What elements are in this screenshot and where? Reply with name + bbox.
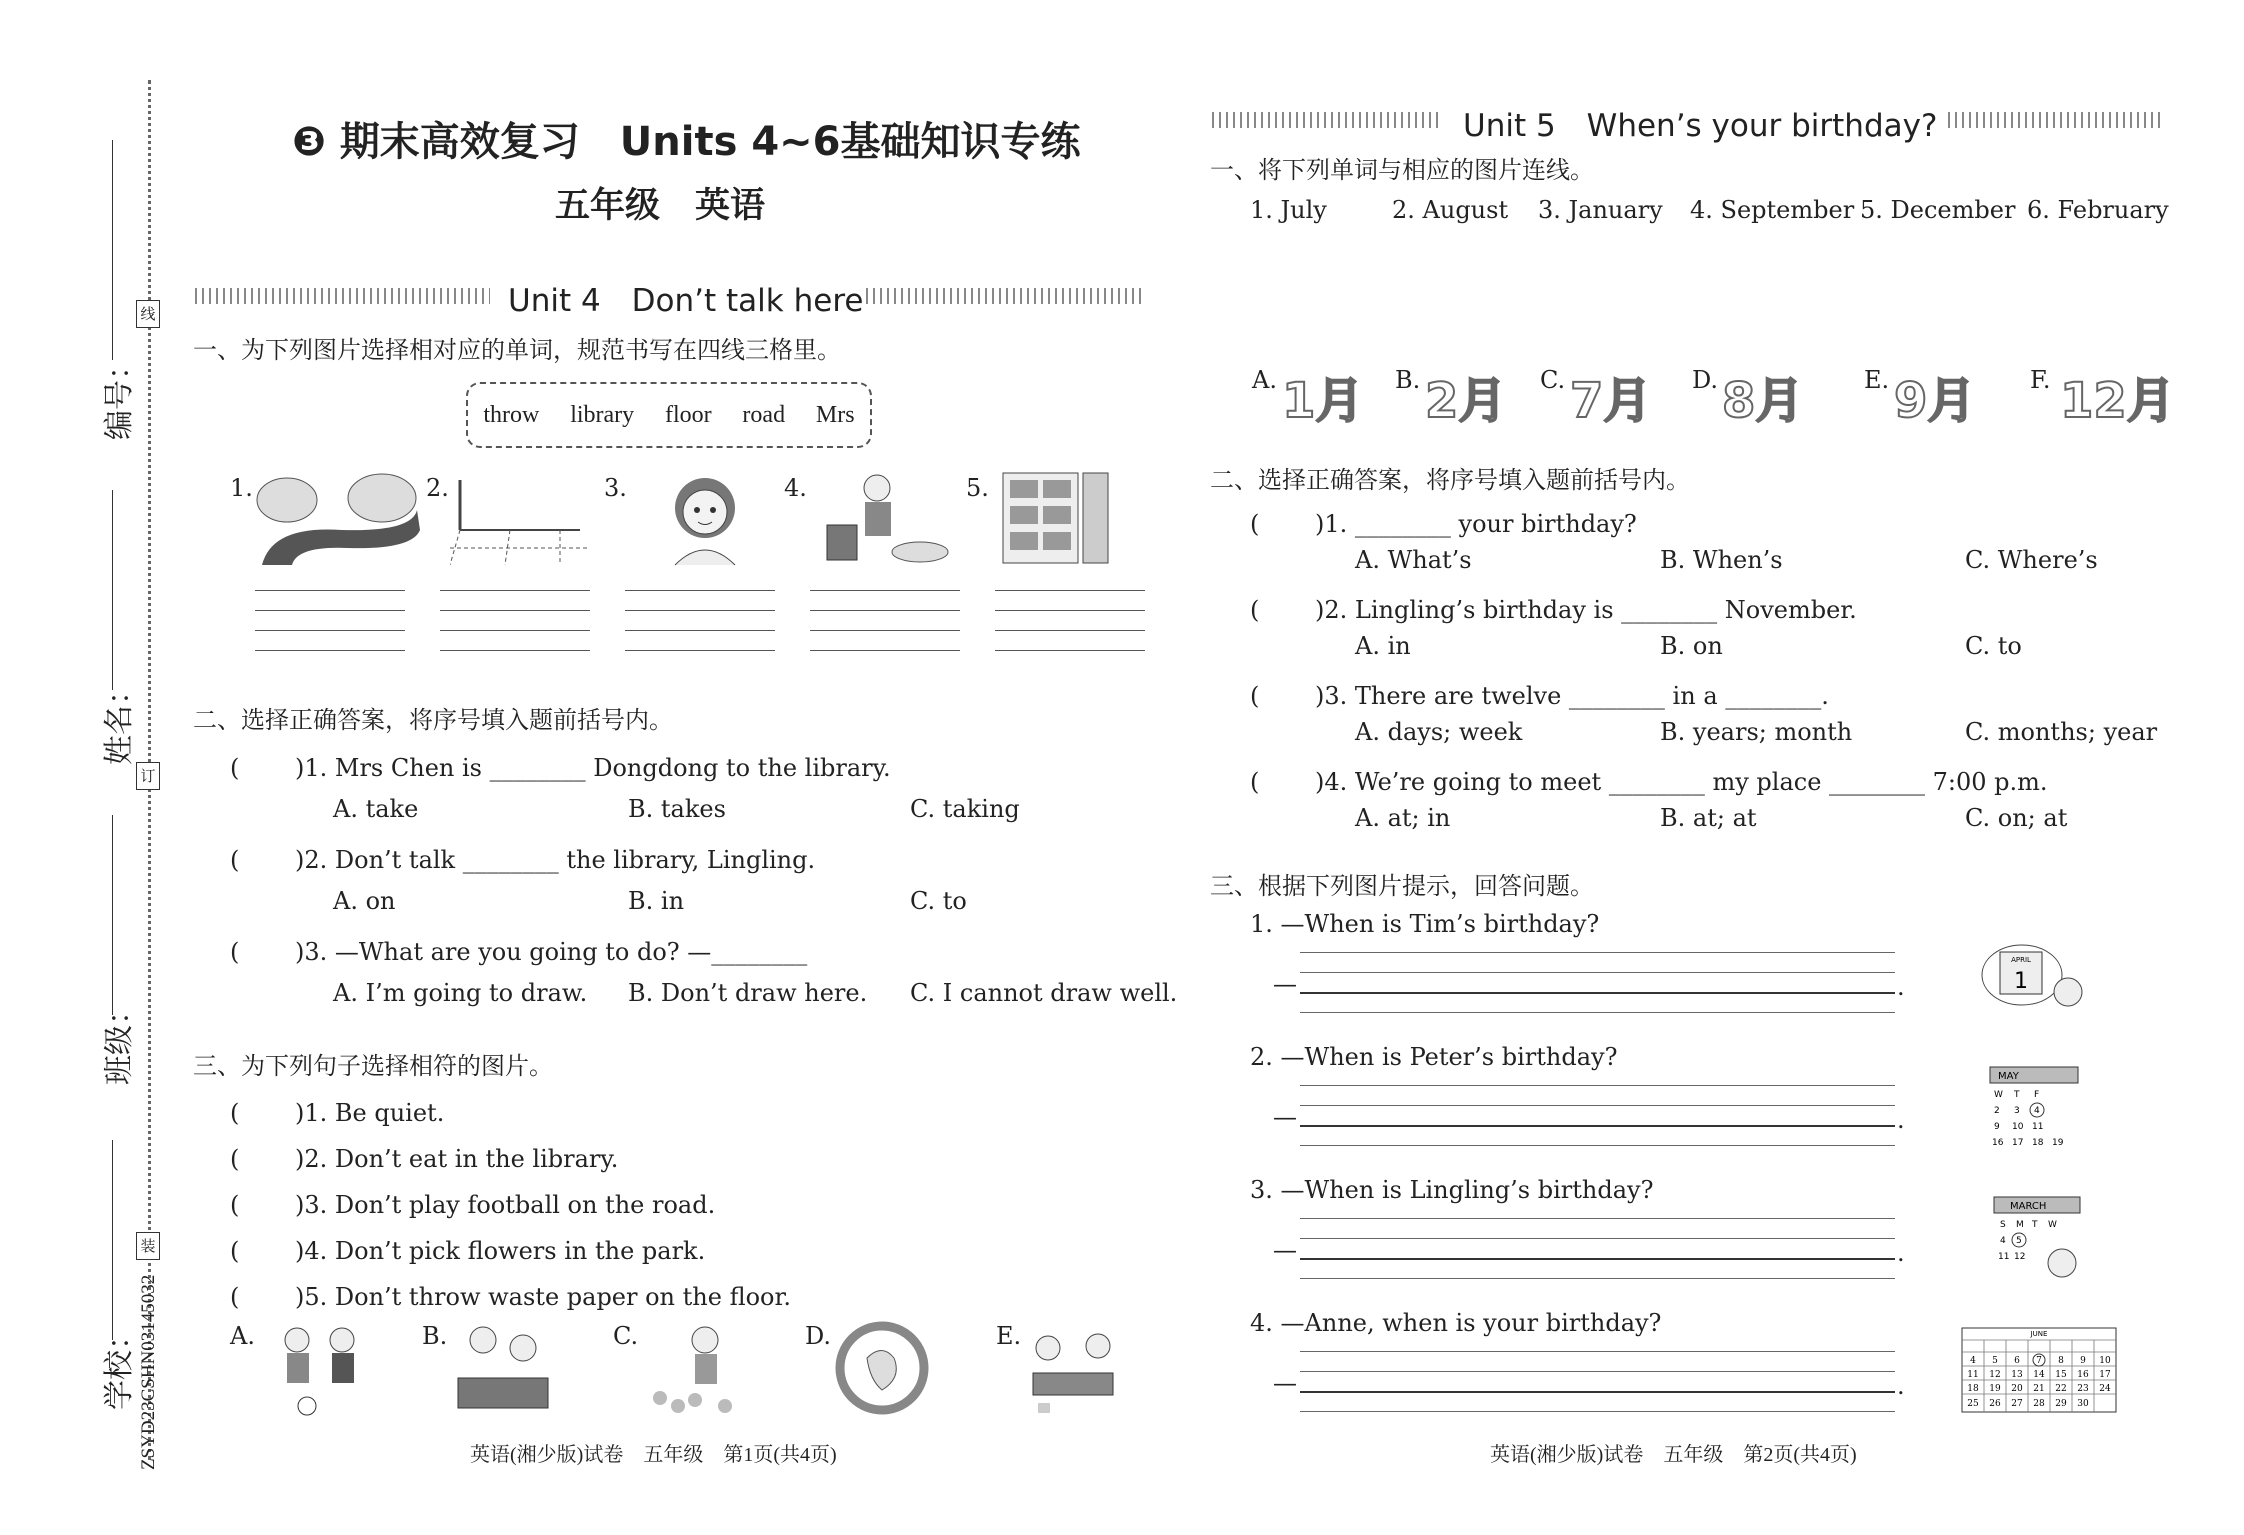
writing-grid-4[interactable]	[810, 590, 960, 650]
u5-s3-a1-dot: .	[1897, 973, 1905, 1001]
binding-box-zhuang: 装	[136, 1232, 160, 1260]
month-word-5[interactable]: 5. December	[1860, 196, 2016, 224]
u5-s3-q4: 4. —Anne, when is your birthday?	[1250, 1309, 1662, 1337]
svg-text:19: 19	[2052, 1138, 2064, 1148]
peter-cal-month: MAY	[1998, 1071, 2019, 1082]
u5-q4-opt-c[interactable]: C. on; at	[1965, 804, 2068, 832]
svg-text:S: S	[2000, 1220, 2006, 1230]
word-mrs: Mrs	[815, 401, 855, 428]
peter-calendar-picture	[1988, 1065, 2088, 1155]
svg-text:26: 26	[1989, 1399, 2001, 1409]
answer-lines-3[interactable]	[1300, 1218, 1895, 1280]
page-title: ❸ 期末高效复习 Units 4~6基础知识专练	[292, 119, 1081, 165]
svg-text:M: M	[2016, 1220, 2024, 1230]
month-letter-d: D.	[1692, 366, 1719, 394]
u5-s3-a3-dash: —	[1273, 1236, 1297, 1264]
svg-text:25: 25	[1967, 1399, 1979, 1409]
u5-s3-q1: 1. —When is Tim’s birthday?	[1250, 910, 1600, 938]
answer-lines-2[interactable]	[1300, 1085, 1895, 1147]
svg-text:W: W	[2048, 1220, 2057, 1230]
svg-text:17: 17	[2099, 1370, 2111, 1380]
u5-q2: ( )2. Lingling’s birthday is ________ November.	[1250, 596, 1857, 624]
svg-text:23: 23	[2077, 1384, 2089, 1394]
page2-footer: 英语(湘少版)试卷 五年级 第2页(共4页)	[1490, 1444, 1857, 1466]
eat-library-picture	[448, 1318, 558, 1418]
svg-text:5: 5	[1992, 1356, 1998, 1366]
svg-text:12: 12	[2014, 1252, 2026, 1262]
throw-paper-picture	[1018, 1318, 1128, 1418]
month-pic-b[interactable]: 2月	[1425, 373, 1507, 429]
u5-q4-opt-b[interactable]: B. at; at	[1660, 804, 1757, 832]
unit4-sec3-instruction: 三、为下列句子选择相符的图片。	[193, 1052, 553, 1080]
u4-q2-opt-a[interactable]: A. on	[333, 887, 396, 915]
word-bank-box	[466, 382, 872, 448]
u4-s3-item-2: ( )2. Don’t eat in the library.	[230, 1145, 619, 1173]
pic-num-1: 1.	[230, 474, 253, 502]
u5-q2-opt-c[interactable]: C. to	[1965, 632, 2022, 660]
svg-text:7: 7	[2036, 1356, 2042, 1366]
u4-q1-opt-a[interactable]: A. take	[333, 795, 419, 823]
u5-q3: ( )3. There are twelve ________ in a ________.	[1250, 682, 1829, 710]
u4-q1-opt-c[interactable]: C. taking	[910, 795, 1020, 823]
u4-q3-opt-c[interactable]: C. I cannot draw well.	[910, 979, 1178, 1007]
writing-grid-2[interactable]	[440, 590, 590, 650]
tim-calendar-picture	[1980, 940, 2090, 1015]
page-subtitle: 五年级 英语	[555, 186, 766, 226]
unit5-title: Unit 5 When’s your birthday?	[1463, 108, 1938, 144]
unit4-right-bar	[866, 288, 1146, 304]
u4-q3-opt-b[interactable]: B. Don’t draw here.	[628, 979, 868, 1007]
svg-text:6: 6	[2014, 1356, 2020, 1366]
month-word-4[interactable]: 4. September	[1690, 196, 1855, 224]
u4-pic-letter-e: E.	[996, 1322, 1022, 1350]
number-field-line[interactable]	[112, 140, 113, 360]
tim-cal-month: APRIL	[2011, 956, 2031, 964]
svg-text:10: 10	[2099, 1356, 2111, 1366]
month-pic-d[interactable]: 8月	[1722, 373, 1804, 429]
unit5-sec2-instruction: 二、选择正确答案，将序号填入题前括号内。	[1210, 466, 1690, 494]
u4-q2-opt-b[interactable]: B. in	[628, 887, 685, 915]
u5-q1-opt-a[interactable]: A. What’s	[1355, 546, 1472, 574]
svg-text:24: 24	[2099, 1384, 2111, 1394]
svg-text:14: 14	[2033, 1370, 2045, 1380]
month-word-3[interactable]: 3. January	[1538, 196, 1663, 224]
pick-flowers-picture	[640, 1318, 750, 1418]
answer-lines-1[interactable]	[1300, 952, 1895, 1014]
u5-s3-q2: 2. —When is Peter’s birthday?	[1250, 1043, 1618, 1071]
u5-q2-opt-b[interactable]: B. on	[1660, 632, 1723, 660]
u5-q3-opt-c[interactable]: C. months; year	[1965, 718, 2158, 746]
svg-text:13: 13	[2011, 1370, 2023, 1380]
month-pic-f[interactable]: 12月	[2060, 373, 2175, 429]
tim-cal-day: 1	[2014, 969, 2028, 994]
word-library: library	[570, 401, 635, 428]
u5-q1: ( )1. ________ your birthday?	[1250, 510, 1637, 538]
u4-s3-item-4: ( )4. Don’t pick flowers in the park.	[230, 1237, 706, 1265]
svg-text:16: 16	[2077, 1370, 2089, 1380]
svg-text:8: 8	[2058, 1356, 2064, 1366]
name-label: 姓名：	[102, 675, 137, 765]
svg-text:5: 5	[2016, 1236, 2022, 1246]
svg-text:19: 19	[1989, 1384, 2001, 1394]
paper-code: ZSYD23CSHN03145032	[138, 1274, 159, 1470]
u5-s3-q3: 3. —When is Lingling’s birthday?	[1250, 1176, 1654, 1204]
svg-text:12: 12	[1989, 1370, 2001, 1380]
svg-text:4: 4	[1970, 1356, 1976, 1366]
svg-text:27: 27	[2011, 1399, 2023, 1409]
svg-text:30: 30	[2077, 1399, 2089, 1409]
lingling-cal-month: MARCH	[2010, 1201, 2047, 1212]
svg-text:2: 2	[1994, 1106, 2000, 1116]
writing-grid-3[interactable]	[625, 590, 775, 650]
binding-box-xian: 线	[136, 300, 160, 328]
u5-q1-opt-b[interactable]: B. When’s	[1660, 546, 1783, 574]
writing-grid-1[interactable]	[255, 590, 405, 650]
month-pic-a[interactable]: 1月	[1282, 373, 1364, 429]
answer-lines-4[interactable]	[1300, 1351, 1895, 1413]
u4-pic-letter-d: D.	[805, 1322, 832, 1350]
class-label: 班级：	[102, 995, 137, 1085]
pic-num-3: 3.	[604, 474, 627, 502]
u4-pic-letter-b: B.	[422, 1322, 448, 1350]
u4-q2: ( )2. Don’t talk ________ the library, Lingling.	[230, 846, 816, 874]
anne-cal-month: JUNE	[2030, 1330, 2048, 1338]
svg-text:4: 4	[2034, 1106, 2040, 1116]
word-floor: floor	[664, 401, 712, 428]
class-field-line[interactable]	[112, 815, 113, 1015]
svg-text:17: 17	[2012, 1138, 2024, 1148]
u5-q4-opt-a[interactable]: A. at; in	[1355, 804, 1451, 832]
u4-pic-letter-a: A.	[230, 1322, 255, 1350]
school-field-line[interactable]	[112, 1140, 113, 1340]
page1-footer: 英语(湘少版)试卷 五年级 第1页(共4页)	[470, 1444, 837, 1466]
mrs-picture	[655, 470, 755, 568]
unit5-left-bar	[1212, 112, 1442, 128]
u4-s3-item-3: ( )3. Don’t play football on the road.	[230, 1191, 716, 1219]
u4-q3: ( )3. —What are you going to do? —________	[230, 938, 808, 966]
unit4-title: Unit 4 Don’t talk here	[508, 283, 864, 319]
u5-s3-a3-dot: .	[1897, 1239, 1905, 1267]
number-label: 编号：	[102, 350, 137, 440]
word-road: road	[742, 401, 786, 428]
u5-s3-a1-dash: —	[1273, 970, 1297, 998]
svg-text:F: F	[2034, 1090, 2040, 1100]
svg-text:29: 29	[2055, 1399, 2067, 1409]
svg-text:11: 11	[1998, 1252, 2010, 1262]
svg-text:22: 22	[2055, 1384, 2067, 1394]
word-throw: throw	[483, 401, 540, 428]
u5-s3-a2-dash: —	[1273, 1103, 1297, 1131]
svg-text:3: 3	[2014, 1106, 2020, 1116]
name-field-line[interactable]	[112, 490, 113, 690]
unit4-left-bar	[195, 288, 490, 304]
u5-q3-opt-a[interactable]: A. days; week	[1355, 718, 1523, 746]
month-word-1[interactable]: 1. July	[1250, 196, 1327, 224]
svg-text:9: 9	[2080, 1356, 2086, 1366]
throw-picture	[815, 470, 950, 568]
u4-s3-item-1: ( )1. Be quiet.	[230, 1099, 445, 1127]
month-pic-c[interactable]: 7月	[1570, 373, 1652, 429]
svg-text:15: 15	[2055, 1370, 2067, 1380]
unit5-right-bar	[1948, 112, 2160, 128]
svg-text:11: 11	[1967, 1370, 1979, 1380]
month-letter-c: C.	[1540, 366, 1566, 394]
binding-box-ding: 订	[136, 762, 160, 790]
unit4-sec1-instruction: 一、为下列图片选择相对应的单词，规范书写在四线三格里。	[193, 336, 841, 364]
month-letter-e: E.	[1864, 366, 1890, 394]
svg-text:18: 18	[2032, 1138, 2044, 1148]
road-picture	[252, 470, 422, 568]
svg-text:T: T	[2014, 1090, 2020, 1100]
writing-grid-5[interactable]	[995, 590, 1145, 650]
school-label: 学校：	[102, 1320, 137, 1410]
svg-text:11: 11	[2032, 1122, 2044, 1132]
pic-num-5: 5.	[966, 474, 989, 502]
quiet-sign-picture	[832, 1318, 932, 1418]
u4-q1-opt-b[interactable]: B. takes	[628, 795, 726, 823]
u4-s3-item-5: ( )5. Don’t throw waste paper on the floor.	[230, 1283, 791, 1311]
football-road-picture	[262, 1318, 372, 1418]
month-letter-f: F.	[2030, 366, 2051, 394]
month-letter-b: B.	[1395, 366, 1421, 394]
library-picture	[998, 468, 1116, 568]
u5-q4: ( )4. We’re going to meet ________ my place ________ 7:00 p.m.	[1250, 768, 2048, 796]
u5-s3-a4-dot: .	[1897, 1372, 1905, 1400]
title-badge: ❸	[292, 119, 326, 165]
svg-text:21: 21	[2033, 1384, 2045, 1394]
svg-text:4: 4	[2000, 1236, 2006, 1246]
floor-picture	[450, 470, 590, 568]
lingling-calendar-picture	[1992, 1195, 2087, 1285]
u5-s3-a4-dash: —	[1273, 1369, 1297, 1397]
u4-q3-opt-a[interactable]: A. I’m going to draw.	[333, 979, 588, 1007]
u5-q3-opt-b[interactable]: B. years; month	[1660, 718, 1853, 746]
svg-text:28: 28	[2033, 1399, 2045, 1409]
u5-q1-opt-c[interactable]: C. Where’s	[1965, 546, 2098, 574]
u4-q1: ( )1. Mrs Chen is ________ Dongdong to the library.	[230, 754, 891, 782]
svg-text:T: T	[2032, 1220, 2038, 1230]
svg-text:W: W	[1994, 1090, 2003, 1100]
u5-q2-opt-a[interactable]: A. in	[1355, 632, 1411, 660]
u5-s3-a2-dot: .	[1897, 1106, 1905, 1134]
unit5-sec1-instruction: 一、将下列单词与相应的图片连线。	[1210, 156, 1594, 184]
pic-num-4: 4.	[784, 474, 807, 502]
svg-text:18: 18	[1967, 1384, 1979, 1394]
month-word-6[interactable]: 6. February	[2027, 196, 2169, 224]
month-letter-a: A.	[1252, 366, 1277, 394]
u4-q2-opt-c[interactable]: C. to	[910, 887, 967, 915]
svg-text:16: 16	[1992, 1138, 2004, 1148]
svg-text:20: 20	[2011, 1384, 2023, 1394]
svg-text:9: 9	[1994, 1122, 2000, 1132]
u4-pic-letter-c: C.	[613, 1322, 639, 1350]
svg-text:10: 10	[2012, 1122, 2024, 1132]
unit5-sec3-instruction: 三、根据下列图片提示，回答问题。	[1210, 872, 1594, 900]
month-word-2[interactable]: 2. August	[1392, 196, 1509, 224]
unit4-sec2-instruction: 二、选择正确答案，将序号填入题前括号内。	[193, 706, 673, 734]
anne-calendar-picture	[1960, 1326, 2120, 1414]
month-pic-e[interactable]: 9月	[1894, 373, 1976, 429]
pic-num-2: 2.	[426, 474, 449, 502]
